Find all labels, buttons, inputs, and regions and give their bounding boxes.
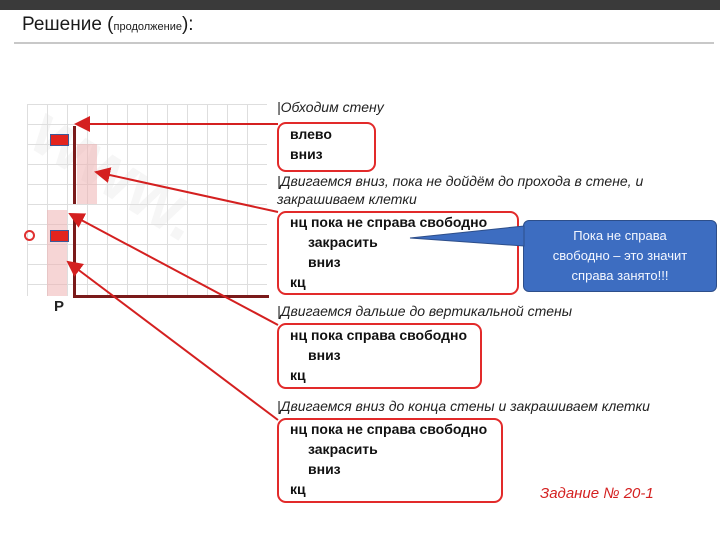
comment-move-to-wall-end: |Двигаемся вниз до конца стены и закрашиваем клетки — [277, 398, 650, 414]
code-line: закрасить — [308, 441, 378, 457]
task-number: Задание № 20-1 — [540, 485, 654, 502]
code-line: вниз — [308, 254, 341, 270]
code-line: нц пока не справа свободно — [290, 421, 488, 437]
callout-pointer — [410, 226, 524, 246]
callout-line: справа занято!!! — [571, 268, 669, 283]
code-line: кц — [290, 481, 306, 497]
comment-bypass-wall: |Обходим стену — [277, 99, 384, 115]
code-line: нц пока справа свободно — [290, 327, 467, 343]
code-line: вниз — [308, 461, 341, 477]
code-line: вниз — [308, 347, 341, 363]
code-line: кц — [290, 367, 306, 383]
code-line: нц пока не справа свободно — [290, 214, 488, 230]
code-line: вниз — [290, 146, 323, 162]
comment-move-down-cont: закрашиваем клетки — [277, 191, 417, 207]
point-label-p: Р — [54, 298, 65, 315]
arrow-to-painted-lower — [68, 262, 278, 420]
callout-line: свободно – это значит — [552, 248, 688, 263]
arrow-to-gap — [70, 214, 278, 325]
comment-move-down: |Двигаемся вниз, пока не дойдём до прохода в стене, и — [277, 173, 644, 189]
code-line: кц — [290, 274, 306, 290]
page-title: Решение (продолжение): — [22, 14, 194, 35]
callout-line: Пока не справа — [573, 228, 667, 243]
arrow-to-painted-upper — [96, 172, 278, 212]
code-line: влево — [290, 126, 332, 142]
code-line: закрасить — [308, 234, 378, 250]
comment-move-to-wall: |Двигаемся дальше до вертикальной стены — [277, 303, 573, 319]
